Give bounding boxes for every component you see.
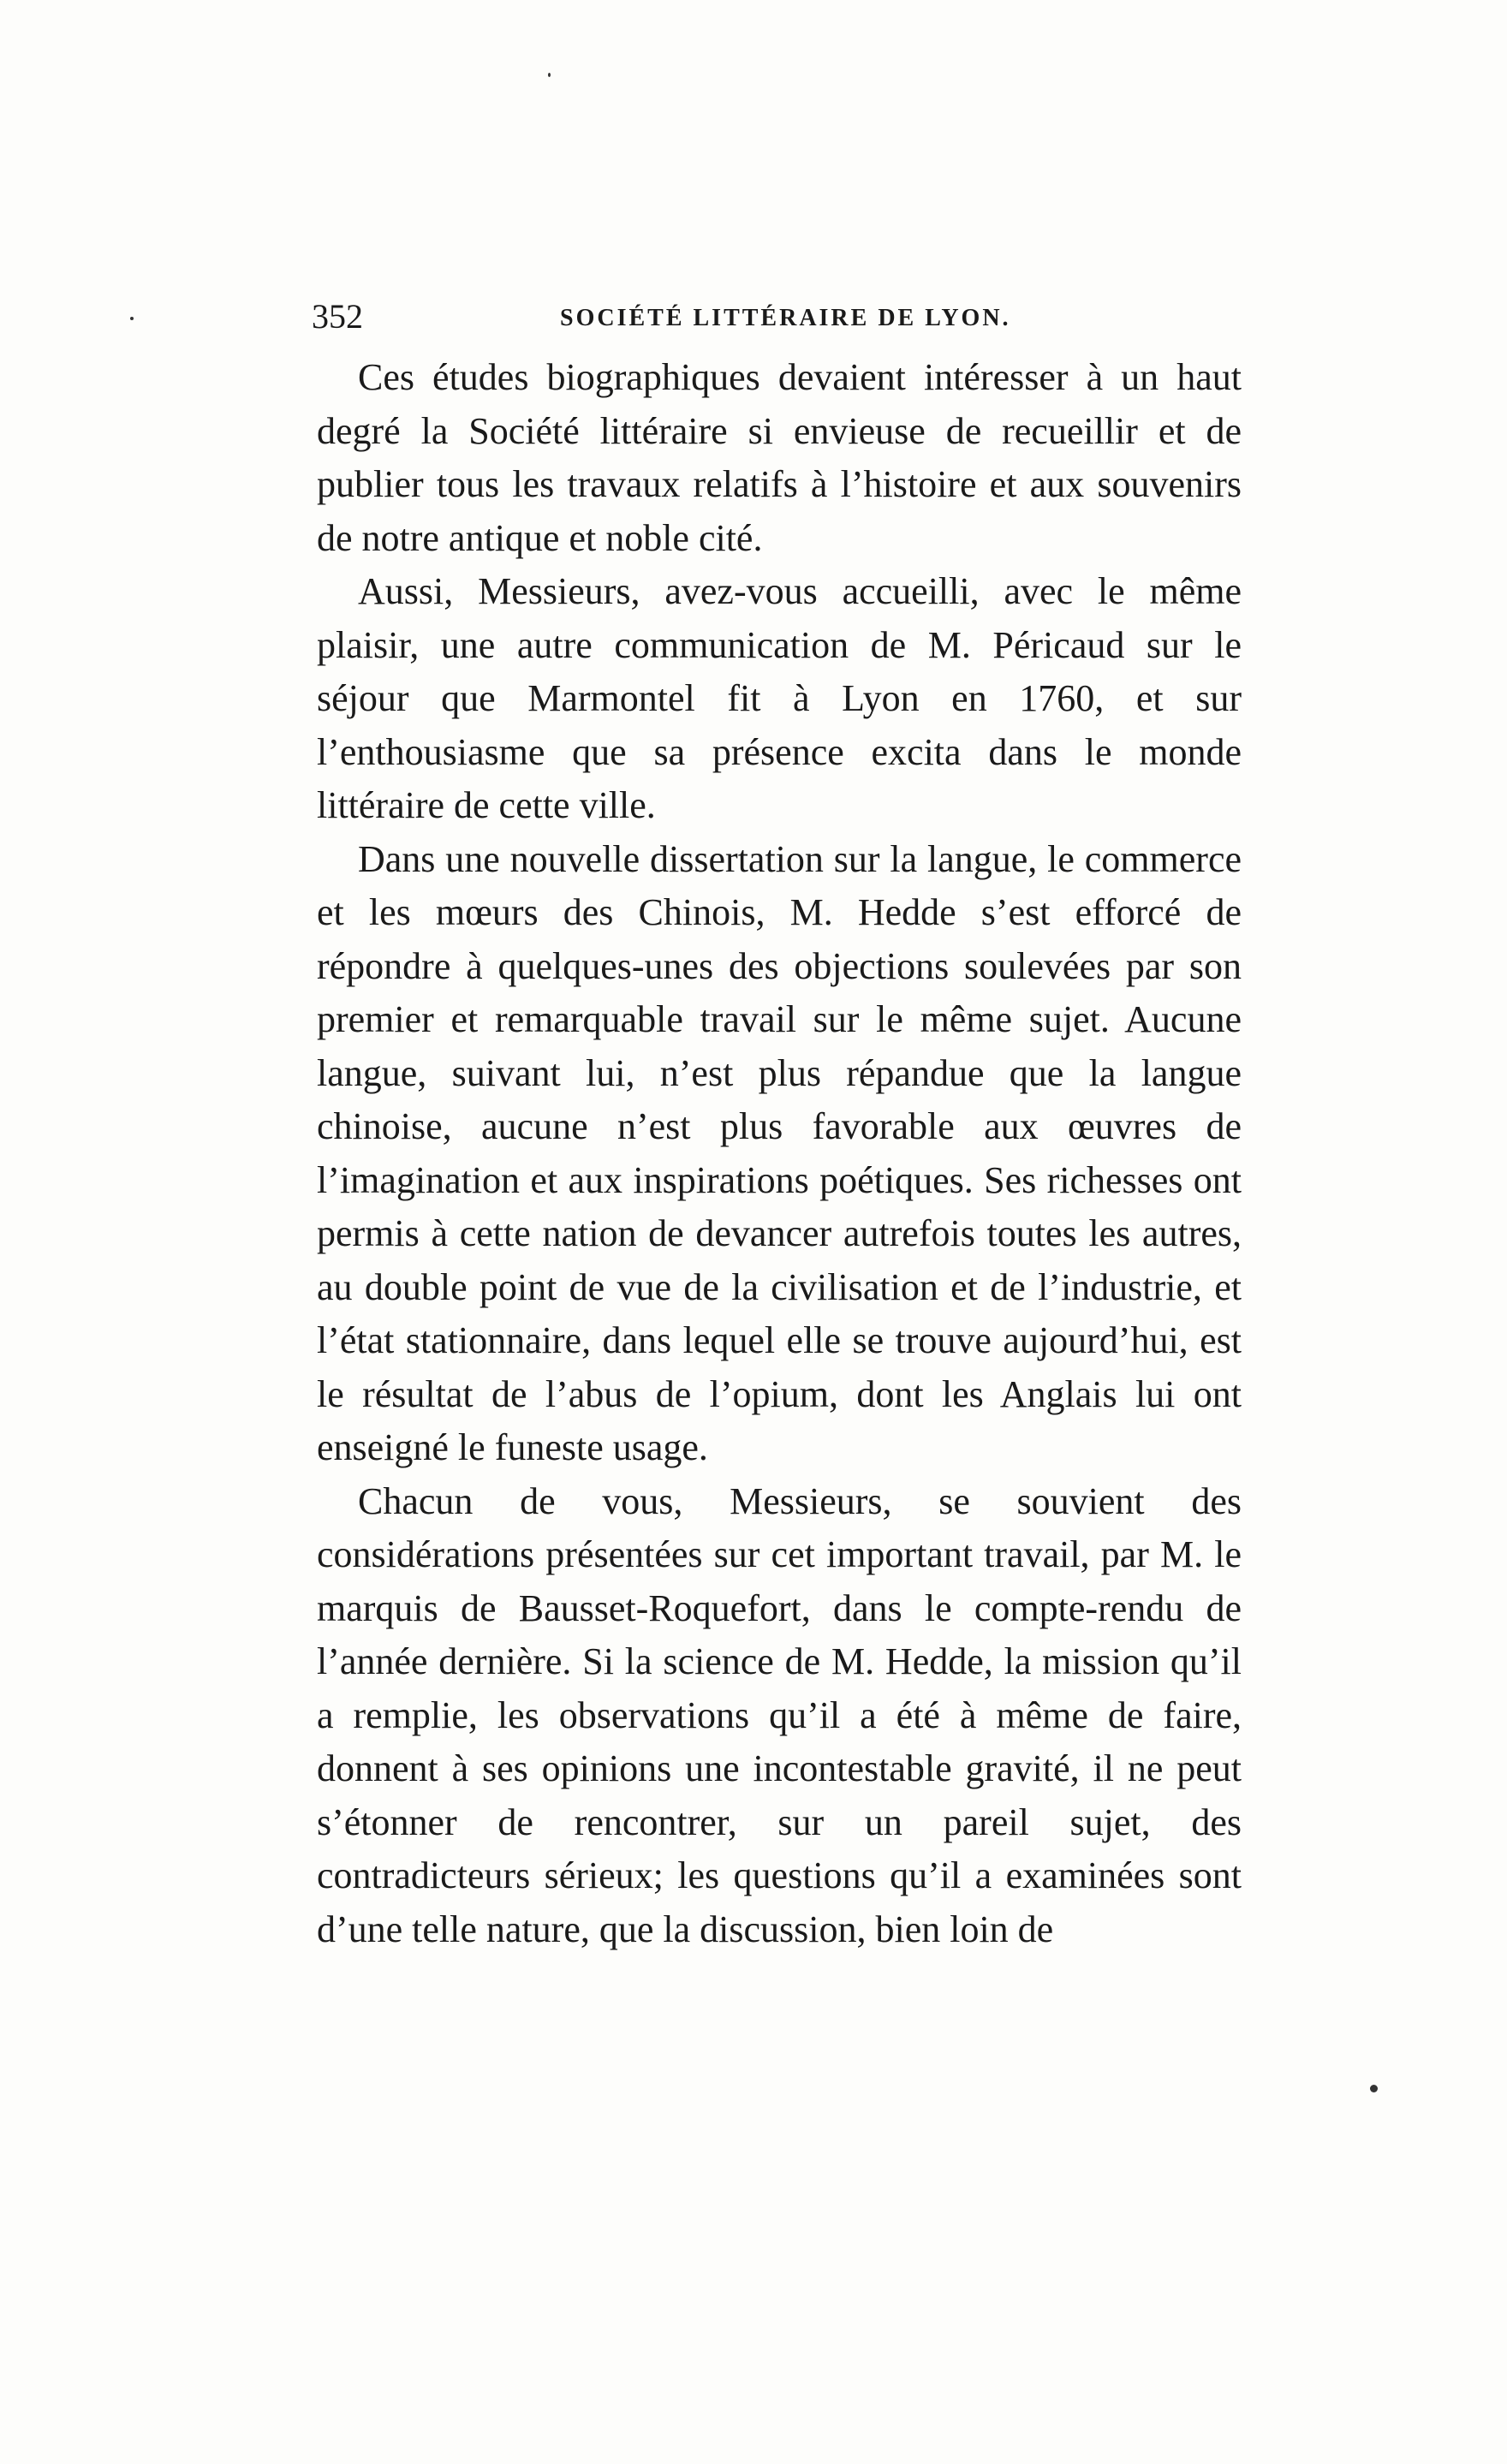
paragraph-4: Chacun de vous, Messieurs, se souvient des considérations présentées sur cet important travail, par M. le marquis de Bausset-Roquefort, dans le compte-rendu de l’année dernière. Si la science de M. Hedde, la mission qu’il a remplie, les observations qu’il a été à même de faire, donnent à ses opinions une incontestable gravité, il ne peut s’étonner de rencontrer, sur un pareil sujet, des contradicteurs sérieux; les questions qu’il a examinées sont d’une telle nature, que la discussion, bien loin de [317, 1479, 1242, 1950]
running-head [312, 291, 1245, 342]
ink-speck [1370, 2085, 1378, 2092]
paragraph-2: Aussi, Messieurs, avez-vous accueilli, avec le même plaisir, une autre communication de M. Péricaud sur le séjour que Marmontel fit à Lyon en 1760, et sur l’enthousiasme que sa présence excita dans le monde littéraire de cette ville. [317, 570, 1242, 826]
body-text [317, 351, 1242, 1956]
paragraph-3: Dans une nouvelle dissertation sur la langue, le commerce et les mœurs des Chinois, M. Hedde s’est efforcé de répondre à quelques-unes des objections soulevées par son premier et remarquable travail sur le même sujet. Aucune langue, suivant lui, n’est plus répandue que la langue chinoise, aucune n’est plus favorable aux œuvres de l’imagination et aux inspirations poétiques. Ses richesses ont permis à cette nation de devancer autrefois toutes les autres, au double point de vue de la civilisation et de l’industrie, et l’état stationnaire, dans lequel elle se trouve aujourd’hui, est le résultat de l’abus de l’opium, dont les Anglais lui ont enseigné le funeste usage. [317, 837, 1242, 1468]
running-title: SOCIÉTÉ LITTÉRAIRE DE LYON. [560, 305, 1011, 331]
page-number: 352 [312, 297, 363, 336]
ink-speck [548, 73, 551, 77]
paragraph-1: Ces études biographiques devaient intéresser à un haut degré la Société littéraire si envieuse de recueillir et de publier tous les travaux relatifs à l’histoire et aux souvenirs de notre antique et noble cité. [317, 356, 1242, 559]
ink-speck [130, 317, 134, 320]
